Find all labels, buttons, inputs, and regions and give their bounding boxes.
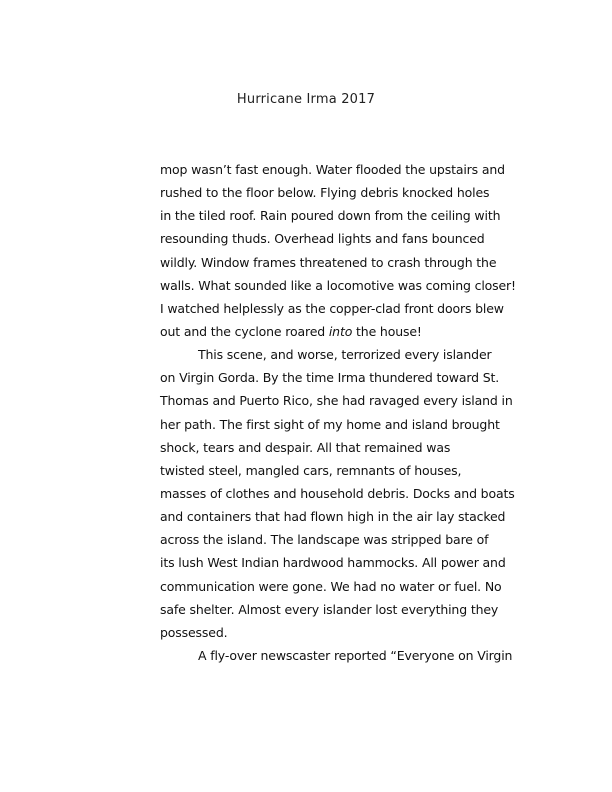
text-line: mop wasn’t fast enough. Water flooded the upstairs and bbox=[160, 162, 505, 177]
text-line: its lush West Indian hardwood hammocks. All power and bbox=[160, 555, 506, 571]
text-line: across the island. The landscape was stripped bare of bbox=[160, 532, 489, 548]
text-line: Thomas and Puerto Rico, she had ravaged every island in bbox=[160, 393, 513, 409]
running-header: Hurricane Irma 2017 bbox=[236, 92, 376, 107]
text-line: walls. What sounded like a locomotive was coming closer! bbox=[160, 277, 516, 293]
text-line bbox=[160, 320, 500, 343]
text-line: communication were gone. We had no water or fuel. No bbox=[160, 578, 502, 594]
text-line: shock, tears and despair. All that remained was bbox=[160, 439, 451, 455]
text-line: resounding thuds. Overhead lights and fans bounced bbox=[160, 231, 485, 247]
emphasized-word: into bbox=[328, 323, 353, 339]
text-line: masses of clothes and household debris. Docks and boats bbox=[160, 485, 515, 501]
text-fragment: the house! bbox=[352, 323, 422, 339]
page-body bbox=[160, 158, 516, 667]
text-line: in the tiled roof. Rain poured down from the ceiling with bbox=[160, 208, 501, 224]
text-line: A fly-over newscaster reported “Everyone on Virgin bbox=[198, 647, 513, 663]
text-line: on Virgin Gorda. By the time Irma thundered toward St. bbox=[160, 370, 500, 386]
text-line: This scene, and worse, terrorized every islander bbox=[198, 347, 492, 363]
text-line: wildly. Window frames threatened to crash through the bbox=[160, 254, 497, 270]
text-line: twisted steel, mangled cars, remnants of houses, bbox=[160, 462, 462, 478]
text-line: and containers that had flown high in the air lay stacked bbox=[160, 509, 506, 525]
text-line: her path. The first sight of my home and island brought bbox=[160, 416, 500, 432]
text-line: possessed. bbox=[160, 624, 228, 640]
text-fragment: out and the cyclone roared bbox=[160, 323, 329, 339]
text-line: safe shelter. Almost every islander lost everything they bbox=[160, 601, 499, 617]
text-line: rushed to the floor below. Flying debris knocked holes bbox=[160, 185, 490, 201]
text-line: I watched helplessly as the copper-clad front doors blew bbox=[160, 300, 504, 316]
